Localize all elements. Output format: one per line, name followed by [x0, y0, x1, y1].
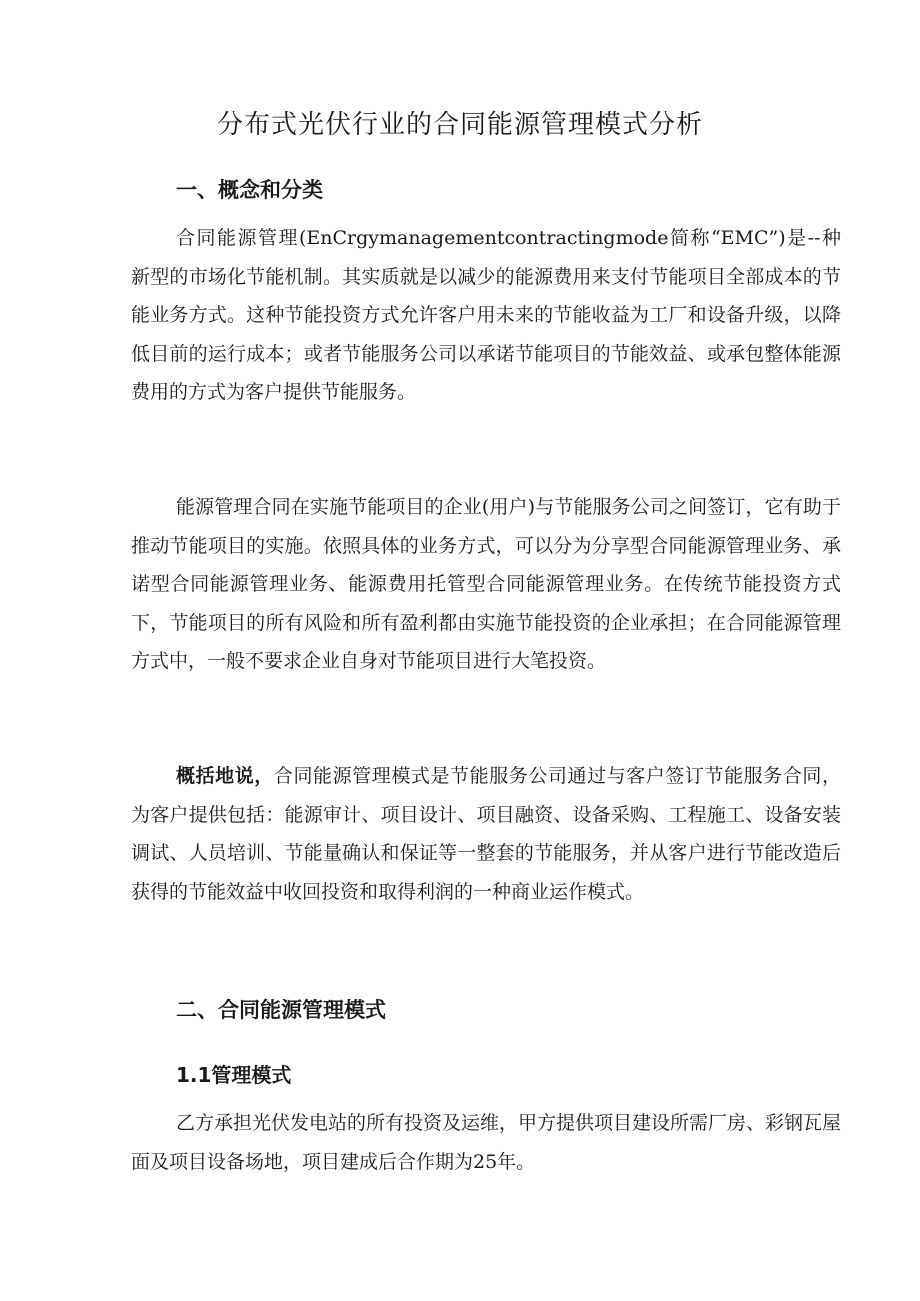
document-title: 分布式光伏行业的合同能源管理模式分析 [216, 110, 703, 140]
paragraph-management-mode: 乙方承担光伏发电站的所有投资及运维，甲方提供项目建设所需厂房、彩钢瓦屋面及项目设备场地，项目建成后合作期为25年。 [131, 1112, 842, 1173]
subsection-heading-management-mode: 1.1管理模式 [176, 1063, 292, 1087]
section-heading-emc-mode: 二、合同能源管理模式 [176, 998, 386, 1022]
paragraph-summary [131, 757, 841, 911]
section-heading-concepts: 一、概念和分类 [176, 178, 323, 202]
paragraph-emc-definition: 合同能源管理(EnCrgymanagementcontractingmode简称“EMC”)是--种新型的市场化节能机制。其实质就是以减少的能源费用来支付节能项目全部成本的节能业务方式。这种节能投资方式允许客户用未来的节能收益为工厂和设备升级，以降低目前的运行成本；或者节能服务公司以承诺节能项目的节能效益、或承包整体能源费用的方式为客户提供节能服务。 [131, 227, 841, 403]
paragraph-contract-types: 能源管理合同在实施节能项目的企业(用户)与节能服务公司之间签订，它有助于推动节能项目的实施。依照具体的业务方式，可以分为分享型合同能源管理业务、承诺型合同能源管理业务、能源费用托管型合同能源管理业务。在传统节能投资方式下，节能项目的所有风险和所有盈利都由实施节能投资的企业承担；在合同能源管理方式中，一般不要求企业自身对节能项目进行大笔投资。 [131, 496, 841, 672]
summary-lead-text: 概括地说， [176, 765, 274, 787]
summary-body-text: 合同能源管理模式是节能服务公司通过与客户签订节能服务合同，为客户提供包括：能源审计、项目设计、项目融资、设备采购、工程施工、设备安装调试、人员培训、节能量确认和保证等一整套的节能服务，并从客户进行节能改造后获得的节能效益中收回投资和取得利润的一种商业运作模式。 [131, 765, 841, 903]
